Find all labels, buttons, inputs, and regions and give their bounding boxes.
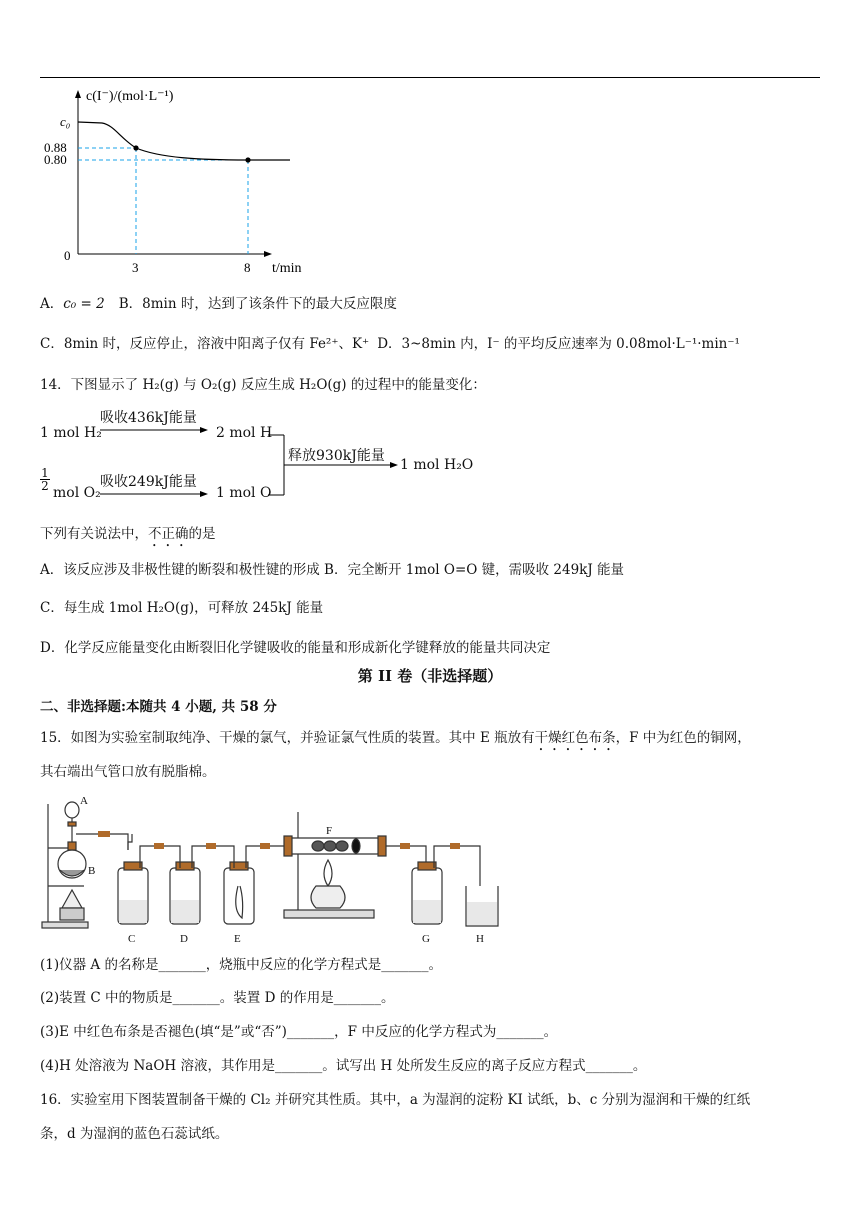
label-G: G: [422, 933, 430, 945]
label-C: C: [128, 933, 136, 945]
q15-part2: (2)装置 C 中的物质是_______。装置 D 的作用是_______。: [40, 990, 395, 1006]
q13-option-a-label: A．: [40, 296, 64, 312]
q15-line2: 其右端出气管口放有脱脂棉。: [40, 764, 216, 780]
label-D: D: [180, 933, 188, 945]
y-tick-088: 0.88: [44, 140, 67, 155]
q13-option-d: D．3~8min 内，I⁻ 的平均反应速率为 0.08mol·L⁻¹·min⁻¹: [377, 336, 740, 352]
label-A: A: [80, 795, 88, 807]
q13-option-c: C．8min 时，反应停止，溶液中阳离子仅有 Fe²⁺、K⁺: [40, 336, 370, 352]
y-tick-080: 0.80: [44, 152, 67, 167]
q15-line1: [40, 728, 751, 754]
label-F: F: [326, 825, 333, 837]
q14-prompt-emph: 不正确: [148, 526, 189, 542]
x-tick-8: 8: [244, 260, 251, 275]
q14-option-c: C．每生成 1mol H₂O(g)，可释放 245kJ 能量: [40, 600, 324, 616]
arrow-h2-to-h: [100, 425, 210, 435]
q14-option-d: D．化学反应能量变化由断裂旧化学键吸收的能量和形成新化学键释放的能量共同决定: [40, 640, 551, 656]
q14-stem: 14．下图显示了 H₂(g) 与 O₂(g) 反应生成 H₂O(g) 的过程中的能量变化：: [40, 377, 486, 393]
o-label: 1 mol O: [216, 485, 272, 501]
q13-option-cd: [40, 334, 740, 354]
section-title: 第 II 卷（非选择题）: [357, 667, 503, 685]
q14-option-ab: A．该反应涉及非极性键的断裂和极性键的形成 B．完全断开 1mol O=O 键，需吸收 249kJ 能量: [40, 562, 625, 578]
q13-option-a-math: c₀ = 2: [63, 296, 105, 312]
o2-label: mol O₂: [53, 485, 101, 501]
concentration-graph: [40, 82, 320, 278]
q13-option-ab: [40, 294, 397, 314]
graph-ylabel: c(I⁻)/(mol·L⁻¹): [86, 89, 174, 104]
q15-part4: (4)H 处溶液为 NaOH 溶液，其作用是_______。试写出 H 处所发生反应的离子反应方程式_______。: [40, 1058, 647, 1074]
q14-prompt-after: 的是: [188, 526, 216, 542]
x-tick-3: 3: [132, 260, 139, 275]
y-tick-0: 0: [64, 248, 71, 263]
label-B: B: [88, 865, 96, 877]
h-label: 2 mol H: [216, 425, 273, 441]
label-H: H: [476, 933, 484, 945]
y-tick-c0: c₀: [60, 114, 71, 129]
h2-label: 1 mol H₂: [40, 425, 102, 441]
q15-line1-before: 15．如图为实验室制取纯净、干燥的氯气，并验证氯气性质的装置。其中 E 瓶放有: [40, 730, 535, 746]
half-den: 2: [41, 479, 49, 493]
bracket-lines: [268, 425, 408, 505]
q14-prompt-before: 下列有关说法中，: [40, 526, 148, 542]
energy-diagram: [40, 405, 500, 515]
q13-option-b: B．8min 时，达到了该条件下的最大反应限度: [118, 296, 397, 312]
header-rule: [40, 77, 820, 78]
release930-label: 释放930kJ能量: [288, 448, 385, 464]
half-num: 1: [41, 466, 49, 480]
arrow-o2-to-o: [100, 489, 210, 499]
h2o-label: 1 mol H₂O: [400, 457, 474, 473]
section-heading: 二、非选择题:本随共 4 小题, 共 58 分: [40, 699, 277, 715]
apparatus-diagram: [40, 790, 510, 950]
graph-xlabel: t/min: [272, 261, 302, 276]
q15-part1: (1)仪器 A 的名称是_______，烧瓶中反应的化学方程式是_______。: [40, 957, 442, 973]
q14-prompt: [40, 524, 216, 550]
q16-line2: 条，d 为湿润的蓝色石蕊试纸。: [40, 1126, 229, 1142]
q15-line1-emph: 干燥红色布条: [534, 730, 616, 746]
q15-part3: (3)E 中红色布条是否褪色(填“是”或“否”)_______，F 中反应的化学方程式为_______。: [40, 1024, 558, 1040]
q16-line1: 16．实验室用下图装置制备干燥的 Cl₂ 并研究其性质。其中，a 为湿润的淀粉 KI 试纸，b、c 分别为湿润和干燥的红纸: [40, 1092, 751, 1108]
half-fraction: [40, 467, 50, 492]
absorb436-label: 吸收436kJ能量: [100, 410, 197, 426]
absorb249-label: 吸收249kJ能量: [100, 474, 197, 490]
q15-line1-after: ，F 中为红色的铜网，: [615, 730, 751, 746]
label-E: E: [234, 933, 241, 945]
